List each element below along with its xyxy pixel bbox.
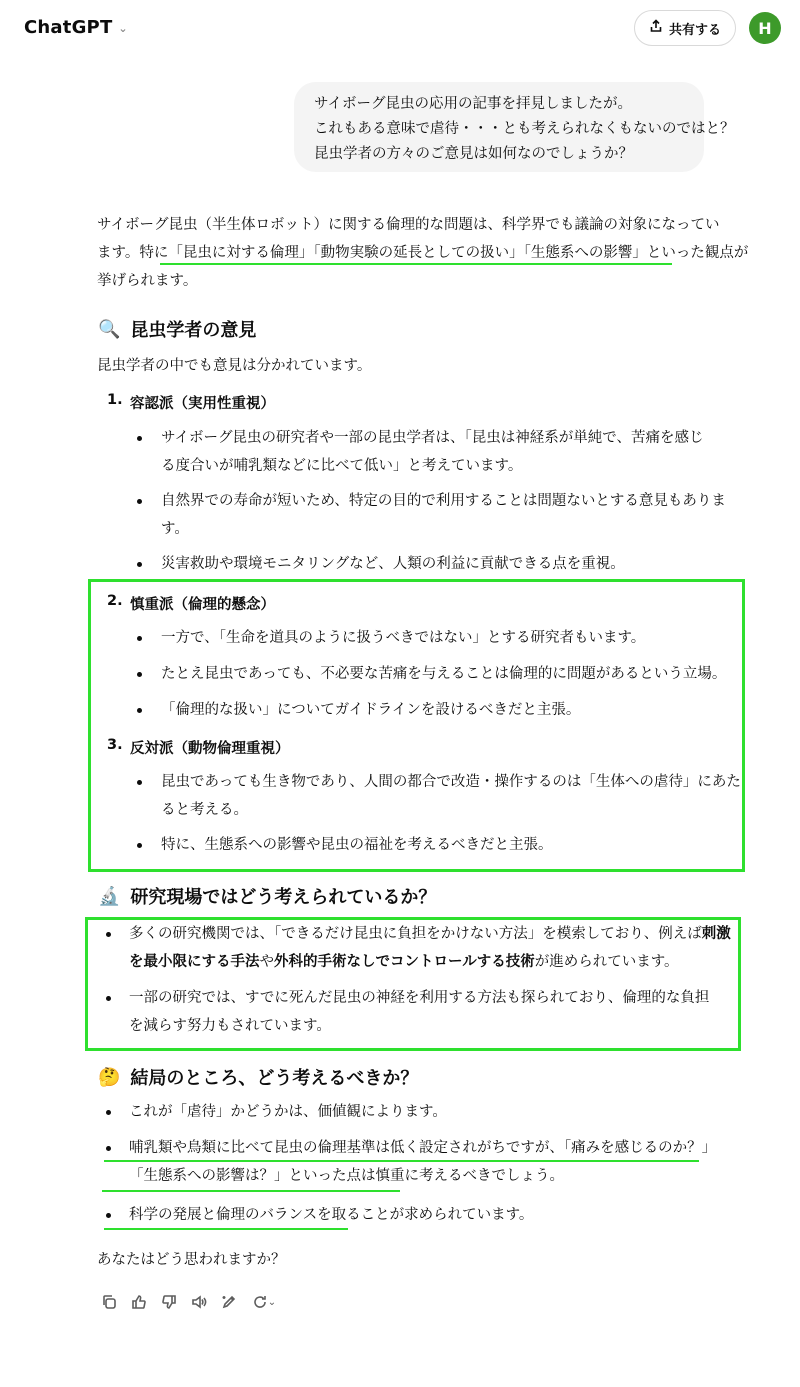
highlight-underline [104,1228,348,1230]
app-title: ChatGPT [24,17,113,38]
list-number: 2. [107,593,123,609]
share-label: 共有する [668,22,721,38]
highlight-box [88,579,745,872]
list-item: 昆虫であっても生き物であり、人間の都合で改造・操作するのは「生体への虐待」にあた [161,774,741,790]
list-item: ると考える。 [161,802,248,818]
intro-line: 挙げられます。 [97,273,198,289]
list-title: 反対派（動物倫理重視） [130,741,290,757]
thumbs-up-icon[interactable] [128,1292,150,1312]
list-item: 科学の発展と倫理のバランスを取ることが求められています。 [129,1207,534,1223]
bullet [106,932,111,937]
list-item: 災害救助や環境モニタリングなど、人類の利益に貢献できる点を重視。 [161,556,625,572]
intro-line: ます。特に「昆虫に対する倫理」「動物実験の延長としての扱い」「生態系への影響」といった観点が [97,245,749,261]
regenerate-icon[interactable] [248,1292,280,1312]
bullet [137,672,142,677]
user-message-line: サイボーグ昆虫の応用の記事を拝見しましたが。 [314,96,632,112]
bullet [106,1110,111,1115]
bullet [137,636,142,641]
list-number: 3. [107,737,123,753]
user-message-bubble [294,82,735,172]
bullet [137,843,142,848]
list-item: サイボーグ昆虫の研究者や一部の昆虫学者は、「昆虫は神経系が単純で、苦痛を感じ [161,430,704,446]
user-message-line: 昆虫学者の方々のご意見は如何なのでしょうか？ [314,146,633,162]
list-item: す。 [161,521,189,537]
highlight-underline [102,1190,400,1192]
bullet [137,708,142,713]
message-actions [98,1292,280,1312]
copy-icon[interactable] [98,1292,120,1312]
list-item: る度合いが哺乳類などに比べて低い」と考えています。 [161,458,523,474]
list-title: 容認派（実用性重視） [130,396,275,412]
list-item: 自然界での寿命が短いため、特定の目的で利用することは問題ないとする意見もありま [161,493,726,509]
chevron-down-icon: ⌄ [118,22,128,35]
share-icon [649,19,663,37]
closing-question: あなたはどう思われますか？ [97,1252,286,1268]
bullet [106,1213,111,1218]
list-title: 慎重派（倫理的懸念） [130,597,275,613]
section-heading-conclusion: 🤔 結局のところ、どう考えるべきか？ [98,1066,419,1089]
section-heading-experts: 🔍 昆虫学者の意見 [98,318,257,341]
list-item: を最小限にする手法や外科的手術なしでコントロールする技術が進められています。 [129,954,679,970]
edit-canvas-icon[interactable] [218,1292,240,1312]
bullet [137,436,142,441]
list-number: 1. [107,392,123,408]
list-item: 多くの研究機関では、「できるだけ昆虫に負担をかけない方法」を模索しており、例えば刺激 [129,926,731,942]
microscope-icon: 🔬 [98,885,121,907]
list-item: これが「虐待」かどうかは、価値観によります。 [129,1104,447,1120]
list-item: 一部の研究では、すでに死んだ昆虫の神経を利用する方法も探られており、倫理的な負担 [129,990,710,1006]
list-item: 哺乳類や鳥類に比べて昆虫の倫理基準は低く設定されがちですが、「痛みを感じるのか？」 [129,1140,717,1156]
chevron-down-icon: ⌄ [267,1296,277,1308]
list-item: 「生態系への影響は？」といった点は慎重に考えるべきでしょう。 [129,1168,564,1184]
thumbs-down-icon[interactable] [158,1292,180,1312]
highlight-underline [104,1160,699,1162]
list-item: 特に、生態系への影響や昆虫の福祉を考えるべきだと主張。 [161,837,553,853]
section-heading-research: 🔬 研究現場ではどう考えられているか？ [98,885,437,908]
intro-line: サイボーグ昆虫（半生体ロボット）に関する倫理的な問題は、科学界でも議論の対象になってい [97,217,720,233]
top-bar [0,0,800,58]
list-item: たとえ昆虫であっても、不必要な苦痛を与えることは倫理的に問題があるという立場。 [161,666,727,682]
share-button[interactable] [634,10,736,46]
model-selector[interactable] [24,17,128,38]
section-lead: 昆虫学者の中でも意見は分かれています。 [97,358,372,374]
list-item: 「倫理的な扱い」についてガイドラインを設けるべきだと主張。 [161,702,581,718]
bullet [137,499,142,504]
read-aloud-icon[interactable] [188,1292,210,1312]
list-item: 一方で、「生命を道具のように扱うべきではない」とする研究者もいます。 [161,630,646,646]
list-item: を減らす努力もされています。 [129,1018,331,1034]
magnifier-icon: 🔍 [98,318,121,340]
bullet [106,1146,111,1151]
thinking-face-icon: 🤔 [98,1066,121,1088]
avatar[interactable]: H [749,12,781,44]
bullet [106,996,111,1001]
highlight-underline [160,263,672,265]
user-message-line: これもある意味で虐待・・・とも考えられなくもないのではと？ [314,121,735,137]
bullet [137,562,142,567]
bullet [137,780,142,785]
